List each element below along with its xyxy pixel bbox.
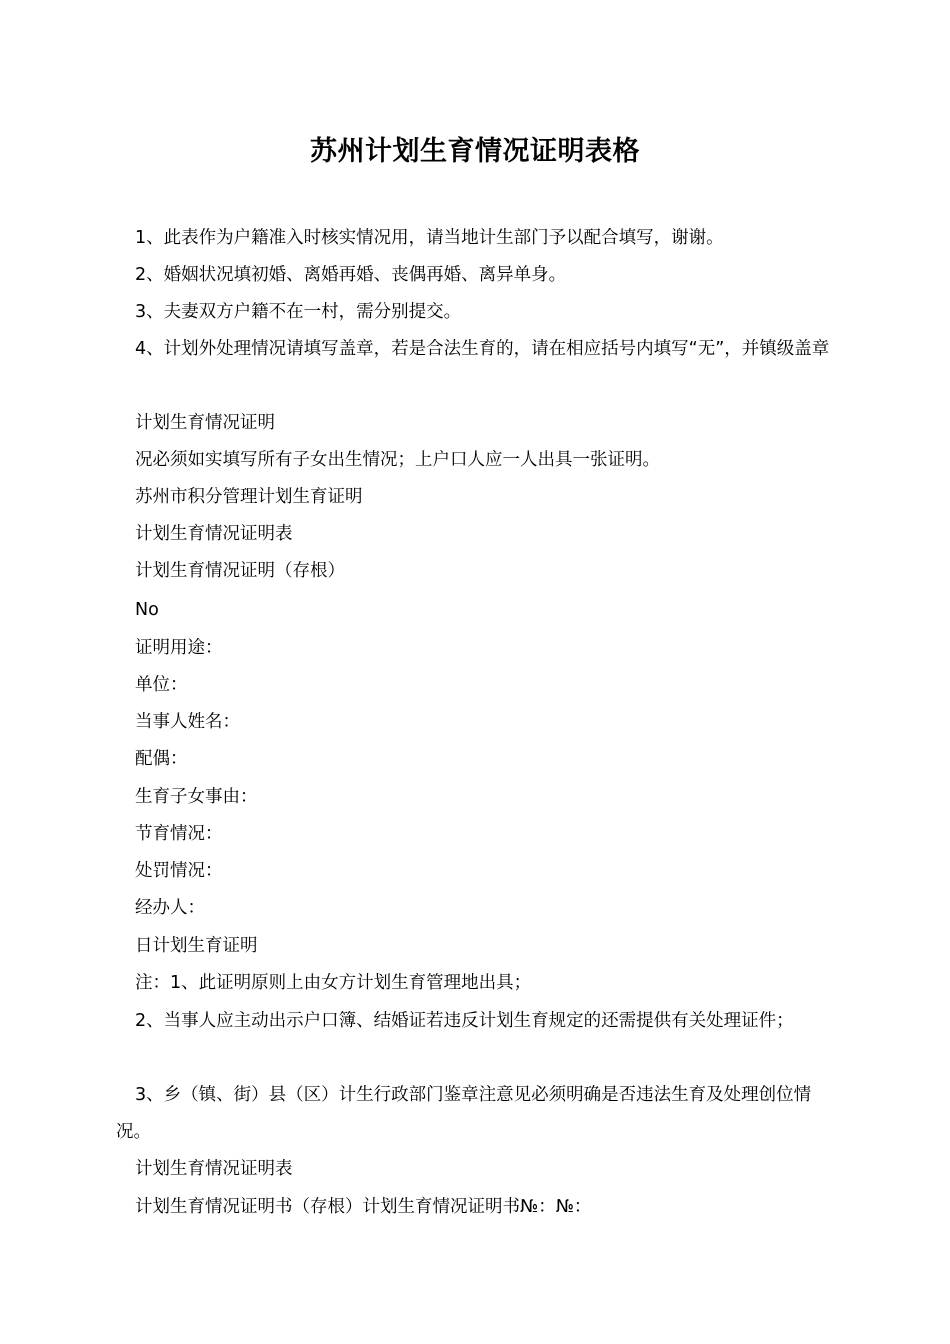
- heading-suzhou-points: 苏州市积分管理计划生育证明: [135, 487, 363, 507]
- note-2: 2、当事人应主动出示户口簿、结婚证若违反计划生育规定的还需提供有关处理证件；: [135, 1011, 794, 1031]
- field-unit: 单位：: [135, 675, 188, 695]
- field-spouse: 配偶：: [135, 749, 188, 769]
- field-party-name: 当事人姓名：: [135, 712, 240, 732]
- date-certificate-line: 日计划生育证明: [135, 936, 258, 956]
- certificate-book-line: 计划生育情况证明书（存根）计划生育情况证明书№：№：: [135, 1197, 592, 1217]
- heading-certificate-table-2: 计划生育情况证明表: [135, 1159, 293, 1179]
- heading-certificate-stub: 计划生育情况证明（存根）: [135, 561, 345, 581]
- field-penalty: 处罚情况：: [135, 861, 223, 881]
- heading-certificate: 计划生育情况证明: [135, 413, 275, 433]
- document-title: 苏州计划生育情况证明表格: [310, 136, 640, 167]
- instruction-line-3: 3、夫妻双方户籍不在一村，需分别提交。: [135, 302, 462, 322]
- note-fill-children: 况必须如实填写所有子女出生情况；上户口人应一人出具一张证明。: [135, 450, 660, 470]
- note-1: 注：1、此证明原则上由女方计划生育管理地出具；: [135, 973, 532, 993]
- field-purpose: 证明用途：: [135, 638, 223, 658]
- instruction-line-2: 2、婚姻状况填初婚、离婚再婚、丧偶再婚、离异单身。: [135, 265, 567, 285]
- field-contraception: 节育情况：: [135, 824, 223, 844]
- instruction-line-1: 1、此表作为户籍准入时核实情况用，请当地计生部门予以配合填写，谢谢。: [135, 228, 724, 248]
- field-birth-reason: 生育子女事由：: [135, 787, 258, 807]
- note-3: 3、乡（镇、街）县（区）计生行政部门鉴章注意见必须明确是否违法生育及处理创位情况。: [116, 1085, 812, 1142]
- heading-certificate-table: 计划生育情况证明表: [135, 524, 293, 544]
- field-handler: 经办人：: [135, 898, 205, 918]
- number-label: No: [135, 600, 159, 620]
- instruction-line-4: 4、计划外处理情况请填写盖章，若是合法生育的，请在相应括号内填写“无”，并镇级盖章: [135, 339, 830, 359]
